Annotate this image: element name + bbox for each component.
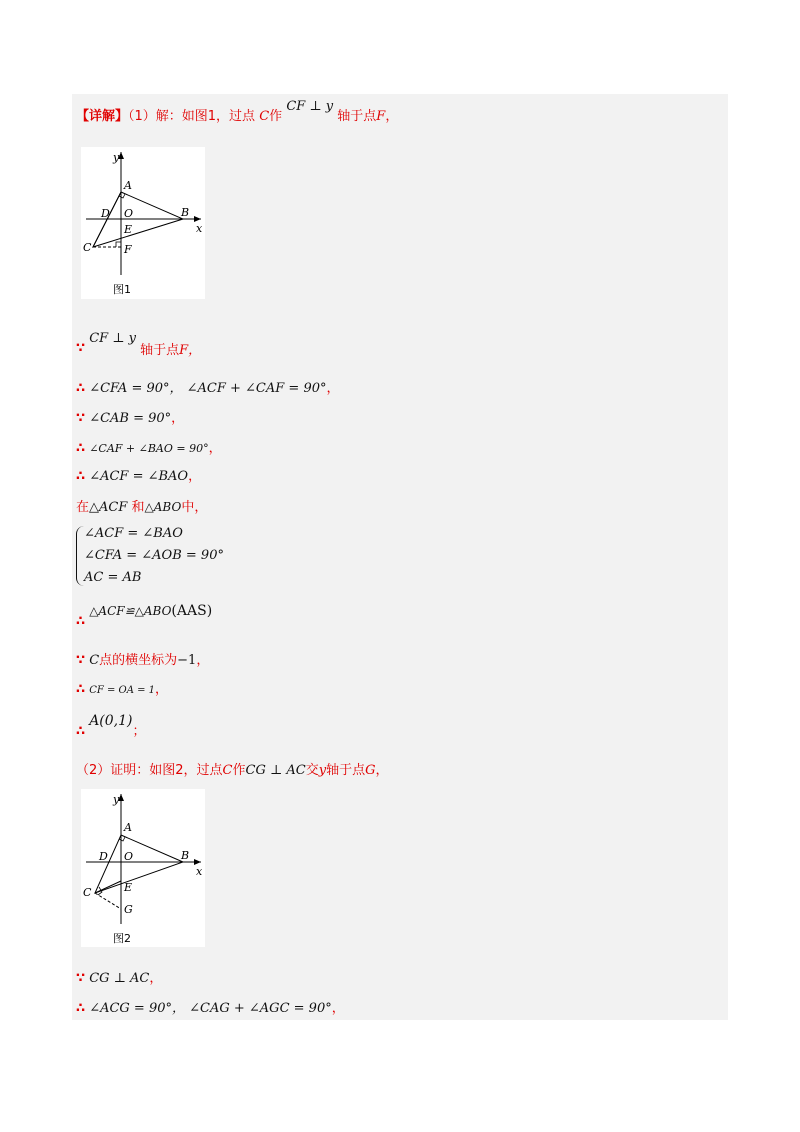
condition-2: ∠CFA = ∠AOB = 90° [84,548,224,563]
step-text: ， [208,441,222,456]
therefore-symbol: ∴ [76,682,86,697]
label-d: D [101,207,110,220]
step-line-1 [76,330,202,358]
label-y: y [113,793,120,806]
label-c: C [83,886,92,899]
step-math: ∠ACG = 90°， ∠CAG + ∠AGC = 90° [89,1001,332,1016]
congruence-reason: (AAS) [171,603,213,619]
step-math: CF ⊥ y [89,331,136,346]
step-text: ， [188,469,202,484]
label-o: O [124,850,134,863]
cross-text: 交 [305,763,319,778]
point-g: G [365,763,376,778]
perp-expression: CG ⊥ AC [245,763,306,778]
figure-1-caption: 图1 [113,283,131,296]
because-symbol: ∵ [76,341,86,356]
triangle-acf: △ACF [89,500,128,515]
comma: ， [385,109,399,124]
label-c: C [83,241,92,254]
triangle-line [76,498,207,517]
a-line [76,712,146,739]
point-c: C [222,763,233,778]
point-f: F [376,109,386,124]
label-b: B [181,206,190,219]
label-y: y [113,151,120,164]
tri-prefix: 在 [76,500,90,515]
because-symbol: ∵ [76,411,86,426]
therefore-symbol: ∴ [76,469,86,484]
because-symbol: ∵ [76,653,86,668]
figure-2-caption: 图2 [113,932,131,945]
verb-make: 作 [232,763,246,778]
condition-3: AC = AB [84,570,142,585]
coord-value: −1 [177,653,197,668]
congruence-line [76,602,213,629]
label-d: D [99,850,108,863]
part2-heading [76,762,388,780]
figure-2 [81,789,205,947]
tri-suffix: 中， [181,500,208,515]
step-text: ， [331,1001,345,1016]
coord-line [76,652,209,670]
label-e: E [124,223,133,236]
condition-1: ∠ACF = ∠BAO [84,526,183,541]
therefore-symbol: ∴ [76,724,86,739]
therefore-symbol: ∴ [76,381,86,396]
therefore-symbol: ∴ [76,614,86,629]
label-a: A [124,821,132,834]
figure-1 [81,147,205,299]
cf-line [76,681,168,700]
step-text: ， [149,971,163,986]
part1-heading [76,99,399,126]
therefore-symbol: ∴ [76,1001,86,1016]
tri-mid: 和 [131,500,145,515]
comma: ， [155,682,169,697]
label-a: A [124,179,132,192]
part1-intro: （1）解：如图1，过点 [128,109,256,124]
step-math: ∠CAB = 90° [89,411,172,426]
step-math: ∠CAF + ∠BAO = 90° [89,442,209,455]
step-line-3 [76,410,184,428]
perp-expression: CF ⊥ y [286,99,334,114]
step-math: ∠ACF = ∠BAO [89,469,189,484]
step-math: ∠CFA = 90°， ∠ACF + ∠CAF = 90° [89,381,327,396]
step-text: ， [326,381,340,396]
label-g: G [124,903,133,916]
step-text: ， [171,411,185,426]
point-c: C [259,109,270,124]
step-tail: F， [179,343,202,358]
triangle-abo: △ABO [144,500,182,514]
label-o: O [124,207,134,220]
step-line-4 [76,440,222,458]
coord-text: 点的横坐标为 [99,653,178,668]
therefore-symbol: ∴ [76,441,86,456]
detail-label: 【详解】 [76,109,129,124]
label-f: F [124,243,132,256]
label-x: x [196,222,203,235]
axis-var: y [318,763,327,778]
label-e: E [124,881,133,894]
step-line-5 [76,468,201,486]
figure-1-diagram [81,147,205,299]
label-x: x [196,865,203,878]
axis-foot-text: 轴于点 [326,763,366,778]
semicolon: ； [132,724,146,739]
point-a-coords: A(0,1) [89,713,133,729]
figure-2-diagram [81,789,205,947]
step-text: 轴于点 [140,343,180,358]
step-line-2 [76,380,340,398]
cf-equation: CF = OA = 1 [89,685,156,696]
verb-make: 作 [269,109,283,124]
label-b: B [181,849,190,862]
comma: ， [375,763,389,778]
step2-line-2 [76,1000,345,1018]
point-c: C [89,653,100,668]
congruence-statement: △ACF≌△ABO [89,604,172,618]
part2-intro: （2）证明：如图2，过点 [76,763,223,778]
axis-foot-text: 轴于点 [337,109,377,124]
step2-line-1 [76,970,162,988]
step-math: CG ⊥ AC [89,971,150,986]
comma: ， [196,653,210,668]
because-symbol: ∵ [76,971,86,986]
